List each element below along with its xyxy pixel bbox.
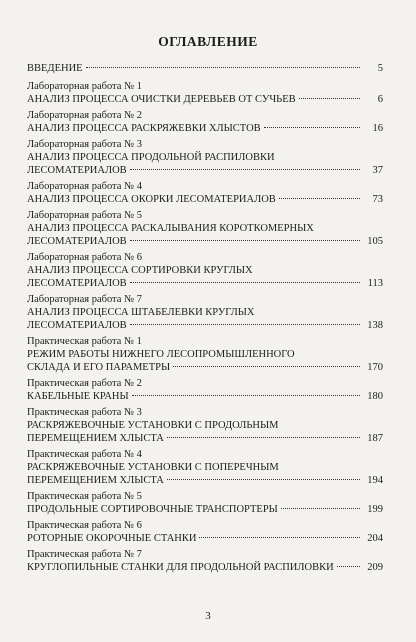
toc-title: ЛЕСОМАТЕРИАЛОВ — [27, 320, 127, 331]
toc-title-line: РЕЖИМ РАБОТЫ НИЖНЕГО ЛЕСОПРОМЫШЛЕННОГО — [27, 349, 295, 360]
toc-entries — [27, 81, 383, 574]
toc-entry — [27, 549, 383, 574]
toc-work-label: Практическая работа № 4 — [27, 449, 142, 460]
leader-dots — [167, 479, 360, 480]
toc-page: 113 — [367, 278, 383, 289]
toc-line — [27, 319, 383, 332]
toc-page: 170 — [367, 362, 383, 373]
toc-title-line: РАСКРЯЖЕВОЧНЫЕ УСТАНОВКИ С ПОПЕРЕЧНЫМ — [27, 462, 279, 473]
toc-line — [27, 277, 383, 290]
toc-entry — [27, 336, 383, 374]
toc-entry — [27, 294, 383, 332]
toc-title: АНАЛИЗ ПРОЦЕССА ОЧИСТКИ ДЕРЕВЬЕВ ОТ СУЧЬЕВ — [27, 94, 296, 105]
toc-work-label: Практическая работа № 7 — [27, 549, 142, 560]
toc-page: 105 — [367, 236, 383, 247]
toc-page: 209 — [367, 562, 383, 573]
toc-title-line: АНАЛИЗ ПРОЦЕССА РАСКАЛЫВАНИЯ КОРОТКОМЕРНЫХ — [27, 223, 314, 234]
toc-page: 138 — [367, 320, 383, 331]
toc-title: АНАЛИЗ ПРОЦЕССА ОКОРКИ ЛЕСОМАТЕРИАЛОВ — [27, 194, 276, 205]
toc-entry — [27, 210, 383, 248]
toc-line — [27, 62, 383, 75]
toc-entry — [27, 139, 383, 177]
toc-line — [27, 361, 383, 374]
toc-entry — [27, 181, 383, 206]
toc-title: ПЕРЕМЕЩЕНИЕМ ХЛЫСТА — [27, 475, 164, 486]
toc-title: ПРОДОЛЬНЫЕ СОРТИРОВОЧНЫЕ ТРАНСПОРТЕРЫ — [27, 504, 278, 515]
toc-work-label: Лабораторная работа № 6 — [27, 252, 142, 263]
toc-page: 199 — [367, 504, 383, 515]
toc-page: 37 — [372, 165, 383, 176]
toc-page: 16 — [372, 123, 383, 134]
toc-title: СКЛАДА И ЕГО ПАРАМЕТРЫ — [27, 362, 171, 373]
toc-title: КАБЕЛЬНЫЕ КРАНЫ — [27, 391, 129, 402]
toc-work-label: Практическая работа № 1 — [27, 336, 142, 347]
toc-title: ЛЕСОМАТЕРИАЛОВ — [27, 236, 127, 247]
leader-dots — [199, 537, 360, 538]
leader-dots — [299, 98, 360, 99]
toc-work-label: Лабораторная работа № 4 — [27, 181, 142, 192]
toc-intro — [27, 62, 383, 75]
page-title: ОГЛАВЛЕНИЕ — [158, 34, 258, 49]
toc-work-label: Лабораторная работа № 1 — [27, 81, 142, 92]
toc-line — [27, 235, 383, 248]
toc-line — [27, 432, 383, 445]
toc-entry — [27, 407, 383, 445]
toc-title: КРУГЛОПИЛЬНЫЕ СТАНКИ ДЛЯ ПРОДОЛЬНОЙ РАСПИЛОВКИ — [27, 562, 334, 573]
toc-page: 187 — [367, 433, 383, 444]
leader-dots — [264, 127, 360, 128]
toc-page: 180 — [367, 391, 383, 402]
toc-entry — [27, 378, 383, 403]
toc-page: 5 — [377, 63, 383, 74]
toc-work-label: Практическая работа № 2 — [27, 378, 142, 389]
toc-entry — [27, 110, 383, 135]
leader-dots — [167, 437, 360, 438]
toc-line — [27, 532, 383, 545]
toc-line — [27, 561, 383, 574]
toc-title: ВВЕДЕНИЕ — [27, 63, 83, 74]
toc-line — [27, 390, 383, 403]
toc-line — [27, 93, 383, 106]
leader-dots — [173, 366, 360, 367]
toc-title: ЛЕСОМАТЕРИАЛОВ — [27, 165, 127, 176]
leader-dots — [279, 198, 360, 199]
leader-dots — [86, 67, 360, 68]
toc-page: 73 — [372, 194, 383, 205]
leader-dots — [130, 169, 360, 170]
leader-dots — [337, 566, 360, 567]
toc-entry — [27, 520, 383, 545]
toc-title: РОТОРНЫЕ ОКОРОЧНЫЕ СТАНКИ — [27, 533, 197, 544]
leader-dots — [130, 282, 360, 283]
toc-line — [27, 474, 383, 487]
toc-entry — [27, 81, 383, 106]
toc-line — [27, 122, 383, 135]
leader-dots — [132, 395, 360, 396]
toc-title-line: АНАЛИЗ ПРОЦЕССА СОРТИРОВКИ КРУГЛЫХ — [27, 265, 253, 276]
toc-work-label: Лабораторная работа № 2 — [27, 110, 142, 121]
leader-dots — [130, 240, 360, 241]
toc-title: ЛЕСОМАТЕРИАЛОВ — [27, 278, 127, 289]
toc-work-label: Лабораторная работа № 3 — [27, 139, 142, 150]
page-number: 3 — [205, 610, 211, 622]
toc-title: АНАЛИЗ ПРОЦЕССА РАСКРЯЖЕВКИ ХЛЫСТОВ — [27, 123, 261, 134]
toc-entry — [27, 252, 383, 290]
toc-entry — [27, 491, 383, 516]
toc-work-label: Лабораторная работа № 7 — [27, 294, 142, 305]
table-of-contents — [27, 62, 383, 578]
toc-title-line: АНАЛИЗ ПРОЦЕССА ШТАБЕЛЕВКИ КРУГЛЫХ — [27, 307, 255, 318]
toc-title-line: АНАЛИЗ ПРОЦЕССА ПРОДОЛЬНОЙ РАСПИЛОВКИ — [27, 152, 275, 163]
toc-title: ПЕРЕМЕЩЕНИЕМ ХЛЫСТА — [27, 433, 164, 444]
toc-page: 194 — [367, 475, 383, 486]
leader-dots — [130, 324, 360, 325]
toc-line — [27, 193, 383, 206]
toc-work-label: Практическая работа № 3 — [27, 407, 142, 418]
toc-page: 204 — [367, 533, 383, 544]
toc-title-line: РАСКРЯЖЕВОЧНЫЕ УСТАНОВКИ С ПРОДОЛЬНЫМ — [27, 420, 279, 431]
toc-work-label: Лабораторная работа № 5 — [27, 210, 142, 221]
toc-entry — [27, 449, 383, 487]
toc-page: 6 — [377, 94, 383, 105]
toc-work-label: Практическая работа № 6 — [27, 520, 142, 531]
toc-line — [27, 503, 383, 516]
toc-line — [27, 164, 383, 177]
leader-dots — [281, 508, 360, 509]
toc-work-label: Практическая работа № 5 — [27, 491, 142, 502]
